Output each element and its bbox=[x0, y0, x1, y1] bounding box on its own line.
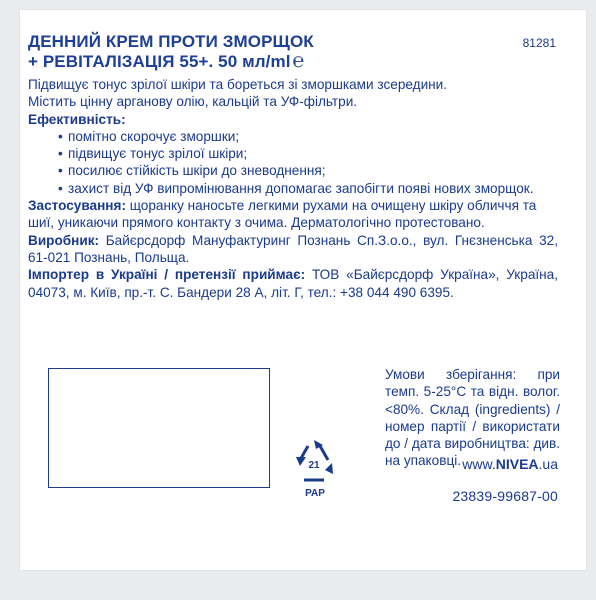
effectiveness-item: • помітно скорочує зморшки; bbox=[68, 128, 558, 145]
title-line-2 bbox=[28, 52, 314, 72]
usage-paragraph bbox=[28, 197, 558, 232]
manufacturer-paragraph bbox=[28, 232, 558, 267]
website-brand: NIVEA bbox=[495, 456, 539, 472]
effectiveness-heading: Ефективність: bbox=[28, 111, 126, 127]
usage-heading: Застосування: bbox=[28, 198, 126, 214]
importer-paragraph bbox=[28, 266, 558, 301]
intro-line-1: Підвищує тонус зрілої шкіри та бореться зі зморшками зсередини. bbox=[28, 77, 448, 92]
manufacturer-text: Байєрсдорф Мануфактуринг Познань Сп.З.о.о., вул. Гнєзненська 32, 61-021 Познань, Польща. bbox=[28, 232, 558, 265]
recycling-label: PAP bbox=[305, 488, 325, 499]
manufacturer-heading: Виробник: bbox=[28, 232, 100, 248]
importer-heading: Імпортер в Україні / претензії приймає: bbox=[28, 267, 306, 283]
effectiveness-list bbox=[28, 128, 558, 197]
barcode-number: 23839-99687-00 bbox=[452, 488, 558, 504]
effectiveness-item: • захист від УФ випромінювання допомагає запобігти появі нових зморщок. bbox=[68, 180, 558, 197]
website-suffix: .ua bbox=[538, 456, 558, 472]
storage-conditions: Умови зберігання: при темп. 5-25°С та відн. волог. <80%. Склад (ingredients) / номер партії / використати до / дата виробництва: див. на упаковці. bbox=[385, 367, 560, 469]
product-code: 81281 bbox=[522, 36, 556, 50]
title-line-2-text: + РЕВІТАЛІЗАЦІЯ 55+. 50 мл/ml bbox=[28, 52, 291, 71]
usage-text: щоранку наносьте легкими рухами на очищену шкіру обличчя та шиї, уникаючи прямого контакту з очима. Дерматологічно протестовано. bbox=[28, 198, 537, 231]
website-link[interactable] bbox=[462, 456, 558, 472]
recycling-triangle-icon bbox=[286, 436, 342, 492]
title-line-1: ДЕННИЙ КРЕМ ПРОТИ ЗМОРЩОК bbox=[28, 32, 314, 51]
website-prefix: www. bbox=[462, 456, 496, 472]
effectiveness-item: • посилює стійкість шкіри до зневоднення; bbox=[68, 162, 558, 179]
estimated-sign-icon: ℮ bbox=[292, 50, 305, 72]
recycling-number: 21 bbox=[308, 460, 320, 471]
product-title bbox=[28, 32, 314, 72]
batch-info-box bbox=[48, 368, 270, 488]
importer-text: ТОВ «Байєрсдорф Україна», Україна, 04073, м. Київ, пр.-т. С. Бандери 28 А, літ. Г, тел.: +38 044 490 6395. bbox=[28, 267, 558, 300]
intro-line-2: Містить цінну арганову олію, кальцій та УФ-фільтри. bbox=[28, 94, 358, 110]
effectiveness-item: • підвищує тонус зрілої шкіри; bbox=[68, 145, 558, 162]
description-block bbox=[28, 76, 558, 301]
